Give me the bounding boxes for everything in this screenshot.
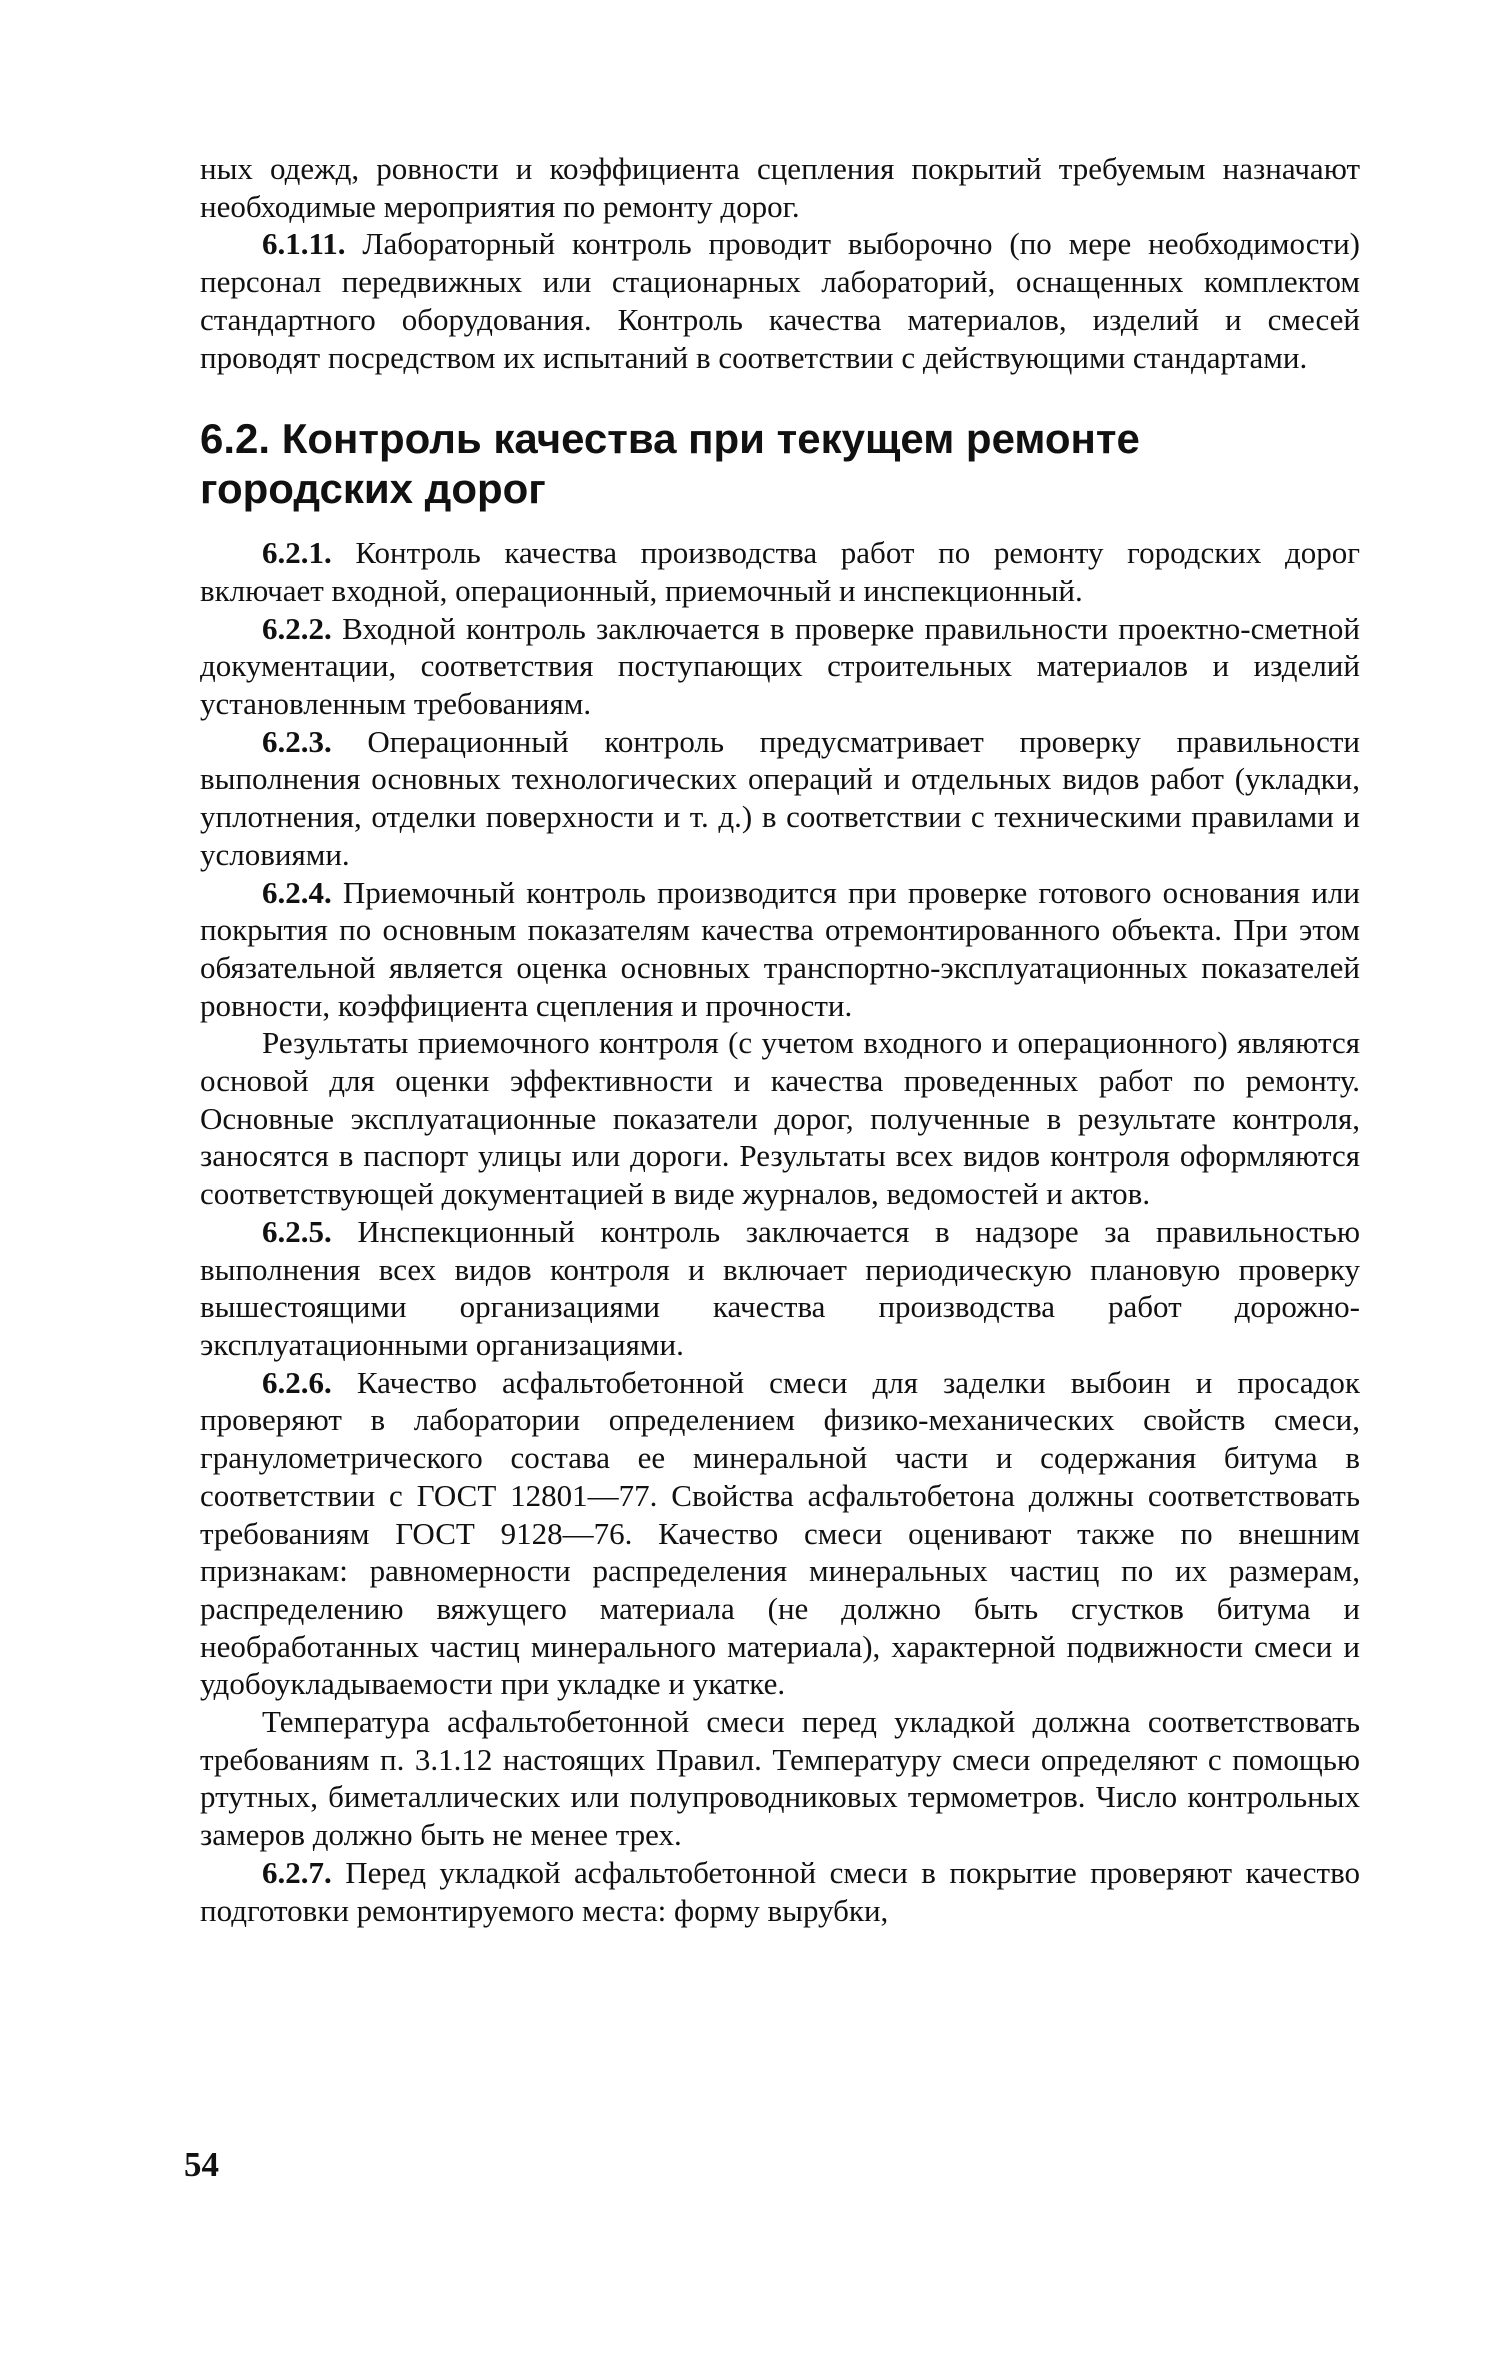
- paragraph-6-2-6: [200, 1364, 1360, 1703]
- paragraph-text: Лабораторный контроль проводит выборочно (по мере необходимости) персонал передвижных или стационарных лабораторий, оснащенных комплектом стандартного оборудования. Контроль качества материалов, изделий и смесей проводят посредством их испытаний в соответствии с действующими стандартами.: [200, 226, 1361, 375]
- paragraph-text: Инспекционный контроль заключается в надзоре за правильностью выполнения всех видов контроля и включает периодическую плановую проверку вышестоящими организациями качества производства работ дорожно-эксплуатационными организациями.: [200, 1213, 1361, 1362]
- paragraph-6-2-3: [200, 723, 1360, 874]
- clause-number: 6.2.1.: [262, 535, 332, 571]
- clause-number: 6.2.3.: [262, 723, 332, 759]
- paragraph-text: Результаты приемочного контроля (с учетом входного и операционного) являются основой для оценки эффективности и качества проведенных работ по ремонту. Основные эксплуатационные показатели дорог, полученные в результате контроля, заносятся в паспорт улицы или дороги. Результаты всех видов контроля оформляются соответствующей документацией в виде журналов, ведомостей и актов.: [200, 1025, 1360, 1212]
- page-number: 54: [184, 2145, 219, 2184]
- paragraph-6-1-11: [200, 225, 1360, 376]
- clause-number: 6.2.4.: [262, 874, 332, 910]
- paragraph-6-2-4: [200, 874, 1360, 1025]
- page-content: [200, 150, 1360, 1929]
- clause-number: 6.2.2.: [262, 610, 332, 646]
- paragraph-6-2-1: [200, 534, 1360, 609]
- paragraph-text: ных одежд, ровности и коэффициента сцепления покрытий требуемым назначают необходимые мероприятия по ремонту дорог.: [200, 151, 1360, 224]
- clause-number: 6.2.5.: [262, 1213, 332, 1249]
- paragraph-mix-temperature: [200, 1703, 1360, 1854]
- clause-number: 6.2.6.: [262, 1364, 332, 1400]
- paragraph-6-2-5: [200, 1213, 1360, 1364]
- paragraph-text: Перед укладкой асфальтобетонной смеси в покрытие проверяют качество подготовки ремонтируемого места: форму вырубки,: [200, 1854, 1360, 1928]
- paragraph-6-2-2: [200, 610, 1360, 723]
- paragraph-text: Температура асфальтобетонной смеси перед укладкой должна соответствовать требованиям п. 3.1.12 настоящих Правил. Температуру смеси определяют с помощью ртутных, биметаллических или полупроводниковых термометров. Число контрольных замеров должно быть не менее трех.: [200, 1704, 1360, 1853]
- paragraph-text: Операционный контроль предусматривает проверку правильности выполнения основных технологических операций и отдельных видов работ (укладки, уплотнения, отделки поверхности и т. д.) в соответствии с техническими правилами и условиями.: [200, 723, 1360, 872]
- paragraph-text: Приемочный контроль производится при проверке готового основания или покрытия по основным показателям качества отремонтированного объекта. При этом обязательной является оценка основных транспортно-эксплуатационных показателей ровности, коэффициента сцепления и прочности.: [200, 874, 1360, 1023]
- clause-number: 6.1.11.: [262, 226, 346, 262]
- section-heading: 6.2. Контроль качества при текущем ремонте городских дорог: [200, 415, 1140, 513]
- paragraph-text: Контроль качества производства работ по ремонту городских дорог включает входной, операционный, приемочный и инспекционный.: [200, 535, 1361, 608]
- clause-number: 6.2.7.: [262, 1854, 332, 1890]
- paragraph-acceptance-results: [200, 1024, 1360, 1213]
- paragraph-continuation: [200, 150, 1360, 225]
- paragraph-text: Качество асфальтобетонной смеси для заделки выбоин и просадок проверяют в лаборатории определением физико-механических свойств смеси, гранулометрического состава ее минеральной части и содержания битума в соответствии с ГОСТ 12801—77. Свойства асфальтобетона должны соответствовать требованиям ГОСТ 9128—76. Качество смеси оценивают также по внешним признакам: равномерности распределения минеральных частиц по их размерам, распределению вяжущего материала (не должно быть сгустков битума и необработанных частиц минерального материала), характерной подвижности смеси и удобоукладываемости при укладке и укатке.: [200, 1364, 1360, 1702]
- paragraph-text: Входной контроль заключается в проверке правильности проектно-сметной документации, соответствия поступающих строительных материалов и изделий установленным требованиям.: [200, 610, 1360, 722]
- paragraph-6-2-7: [200, 1854, 1360, 1929]
